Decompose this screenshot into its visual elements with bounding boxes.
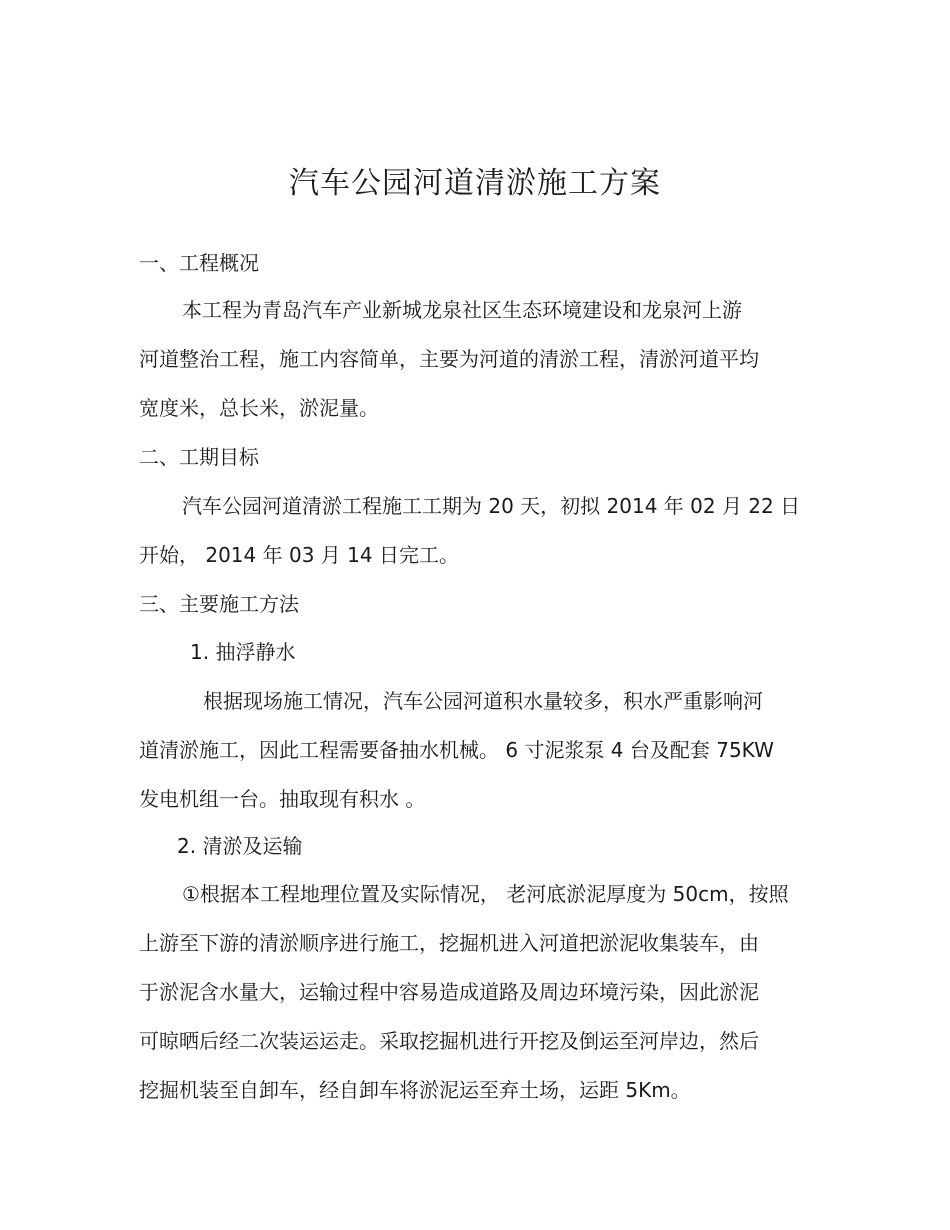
- section-heading-overview: 一、工程概况: [139, 251, 259, 275]
- paragraph-line: 根据现场施工情况，汽车公园河道积水量较多，积水严重影响河: [203, 689, 763, 713]
- paragraph-line: 道清淤施工，因此工程需要备抽水机械。 6 寸泥浆泵 4 台及配套 75KW: [139, 738, 774, 762]
- paragraph-line: 发电机组一台。抽取现有积水 。: [139, 787, 426, 811]
- subsection-heading-pumping: 1. 抽浮静水: [190, 640, 296, 664]
- document-title: 汽车公园河道清淤施工方案: [289, 166, 661, 201]
- section-heading-methods: 三、主要施工方法: [139, 592, 299, 616]
- paragraph-line: ①根据本工程地理位置及实际情况， 老河底淤泥厚度为 50cm，按照: [182, 882, 789, 906]
- paragraph-line: 开始， 2014 年 03 月 14 日完工。: [139, 543, 459, 567]
- paragraph-line: 河道整治工程，施工内容简单，主要为河道的清淤工程，清淤河道平均: [139, 347, 759, 371]
- paragraph-line: 本工程为青岛汽车产业新城龙泉社区生态环境建设和龙泉河上游: [182, 298, 742, 322]
- paragraph-line: 汽车公园河道清淤工程施工工期为 20 天，初拟 2014 年 02 月 22 日: [182, 494, 801, 518]
- paragraph-line: 挖掘机装至自卸车，经自卸车将淤泥运至弃土场，运距 5Km。: [139, 1078, 691, 1102]
- subsection-heading-dredging: 2. 清淤及运输: [177, 834, 303, 858]
- paragraph-line: 宽度米，总长米，淤泥量。: [139, 396, 379, 420]
- paragraph-line: 上游至下游的清淤顺序进行施工，挖掘机进入河道把淤泥收集装车，由: [139, 931, 759, 955]
- paragraph-line: 可晾晒后经二次装运运走。采取挖掘机进行开挖及倒运至河岸边，然后: [139, 1029, 759, 1053]
- paragraph-line: 于淤泥含水量大，运输过程中容易造成道路及周边环境污染，因此淤泥: [139, 980, 759, 1004]
- section-heading-schedule: 二、工期目标: [139, 445, 259, 469]
